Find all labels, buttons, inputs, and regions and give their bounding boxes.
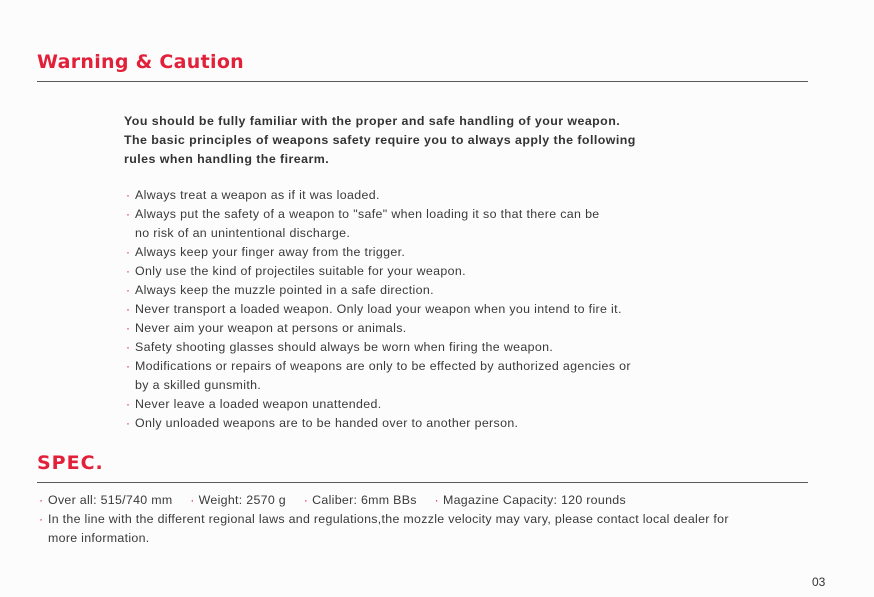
rule-text: Modifications or repairs of weapons are only to be effected by authorized agencies or — [135, 359, 631, 373]
rule-text: Never aim your weapon at persons or animals. — [135, 321, 407, 335]
bullet-icon: · — [126, 321, 131, 335]
safety-rules-list — [126, 186, 766, 433]
rule-text: Never transport a loaded weapon. Only load your weapon when you intend to fire it. — [135, 302, 622, 316]
spec-divider — [37, 482, 808, 483]
safety-rule — [126, 300, 766, 319]
intro-line: The basic principles of weapons safety require you to always apply the following — [124, 133, 636, 147]
rule-text: Always put the safety of a weapon to "safe" when loading it so that there can be — [135, 207, 600, 221]
bullet-icon: · — [190, 493, 195, 507]
rule-text: Always keep your finger away from the trigger. — [135, 245, 406, 259]
warning-intro — [124, 112, 764, 169]
spec-magazine: Magazine Capacity: 120 rounds — [442, 493, 626, 507]
spec-note — [39, 510, 829, 529]
bullet-icon: · — [434, 493, 439, 507]
safety-rule — [126, 357, 766, 395]
rule-text-continued: no risk of an unintentional discharge. — [135, 226, 351, 240]
rule-text: Never leave a loaded weapon unattended. — [135, 397, 382, 411]
rule-text: Only unloaded weapons are to be handed over to another person. — [135, 416, 519, 430]
safety-rule — [126, 186, 766, 205]
bullet-icon: · — [126, 264, 131, 278]
spec-title: SPEC. — [37, 452, 104, 474]
safety-rule — [126, 281, 766, 300]
warning-divider — [37, 81, 808, 82]
safety-rule — [126, 319, 766, 338]
spec-items-line — [39, 491, 829, 510]
rule-text: Safety shooting glasses should always be worn when firing the weapon. — [135, 340, 554, 354]
safety-rule — [126, 262, 766, 281]
spec-caliber-wrap — [304, 493, 417, 507]
spec-caliber: Caliber: 6mm BBs — [312, 493, 417, 507]
spec-weight-wrap — [190, 493, 286, 507]
bullet-icon: · — [126, 188, 131, 202]
bullet-icon: · — [126, 302, 131, 316]
safety-rule — [126, 205, 766, 243]
page-number: 03 — [812, 575, 826, 589]
safety-rule — [126, 243, 766, 262]
bullet-icon: · — [39, 493, 44, 507]
intro-line: rules when handling the firearm. — [124, 152, 330, 166]
spec-block — [39, 491, 829, 548]
spec-weight: Weight: 2570 g — [198, 493, 286, 507]
spec-note-line: In the line with the different regional laws and regulations,the mozzle velocity may vary, please contact local dealer for — [48, 512, 729, 526]
bullet-icon: · — [126, 359, 131, 373]
safety-rule — [126, 338, 766, 357]
spec-note-line: more information. — [48, 531, 150, 545]
spec-magazine-wrap — [435, 493, 626, 507]
bullet-icon: · — [126, 283, 131, 297]
bullet-icon: · — [126, 207, 131, 221]
spec-note-continued — [39, 529, 829, 548]
bullet-icon: · — [126, 416, 131, 430]
bullet-icon: · — [126, 397, 131, 411]
spec-overall: Over all: 515/740 mm — [48, 493, 173, 507]
rule-text-continued: by a skilled gunsmith. — [135, 378, 262, 392]
bullet-icon: · — [126, 245, 131, 259]
warning-title: Warning & Caution — [37, 51, 245, 73]
intro-line: You should be fully familiar with the proper and safe handling of your weapon. — [124, 114, 621, 128]
safety-rule — [126, 395, 766, 414]
bullet-icon: · — [303, 493, 309, 507]
bullet-icon: · — [126, 340, 131, 354]
safety-rule — [126, 414, 766, 433]
bullet-icon: · — [39, 512, 44, 526]
rule-text: Only use the kind of projectiles suitable for your weapon. — [135, 264, 466, 278]
rule-text: Always treat a weapon as if it was loaded. — [135, 188, 380, 202]
rule-text: Always keep the muzzle pointed in a safe direction. — [135, 283, 434, 297]
